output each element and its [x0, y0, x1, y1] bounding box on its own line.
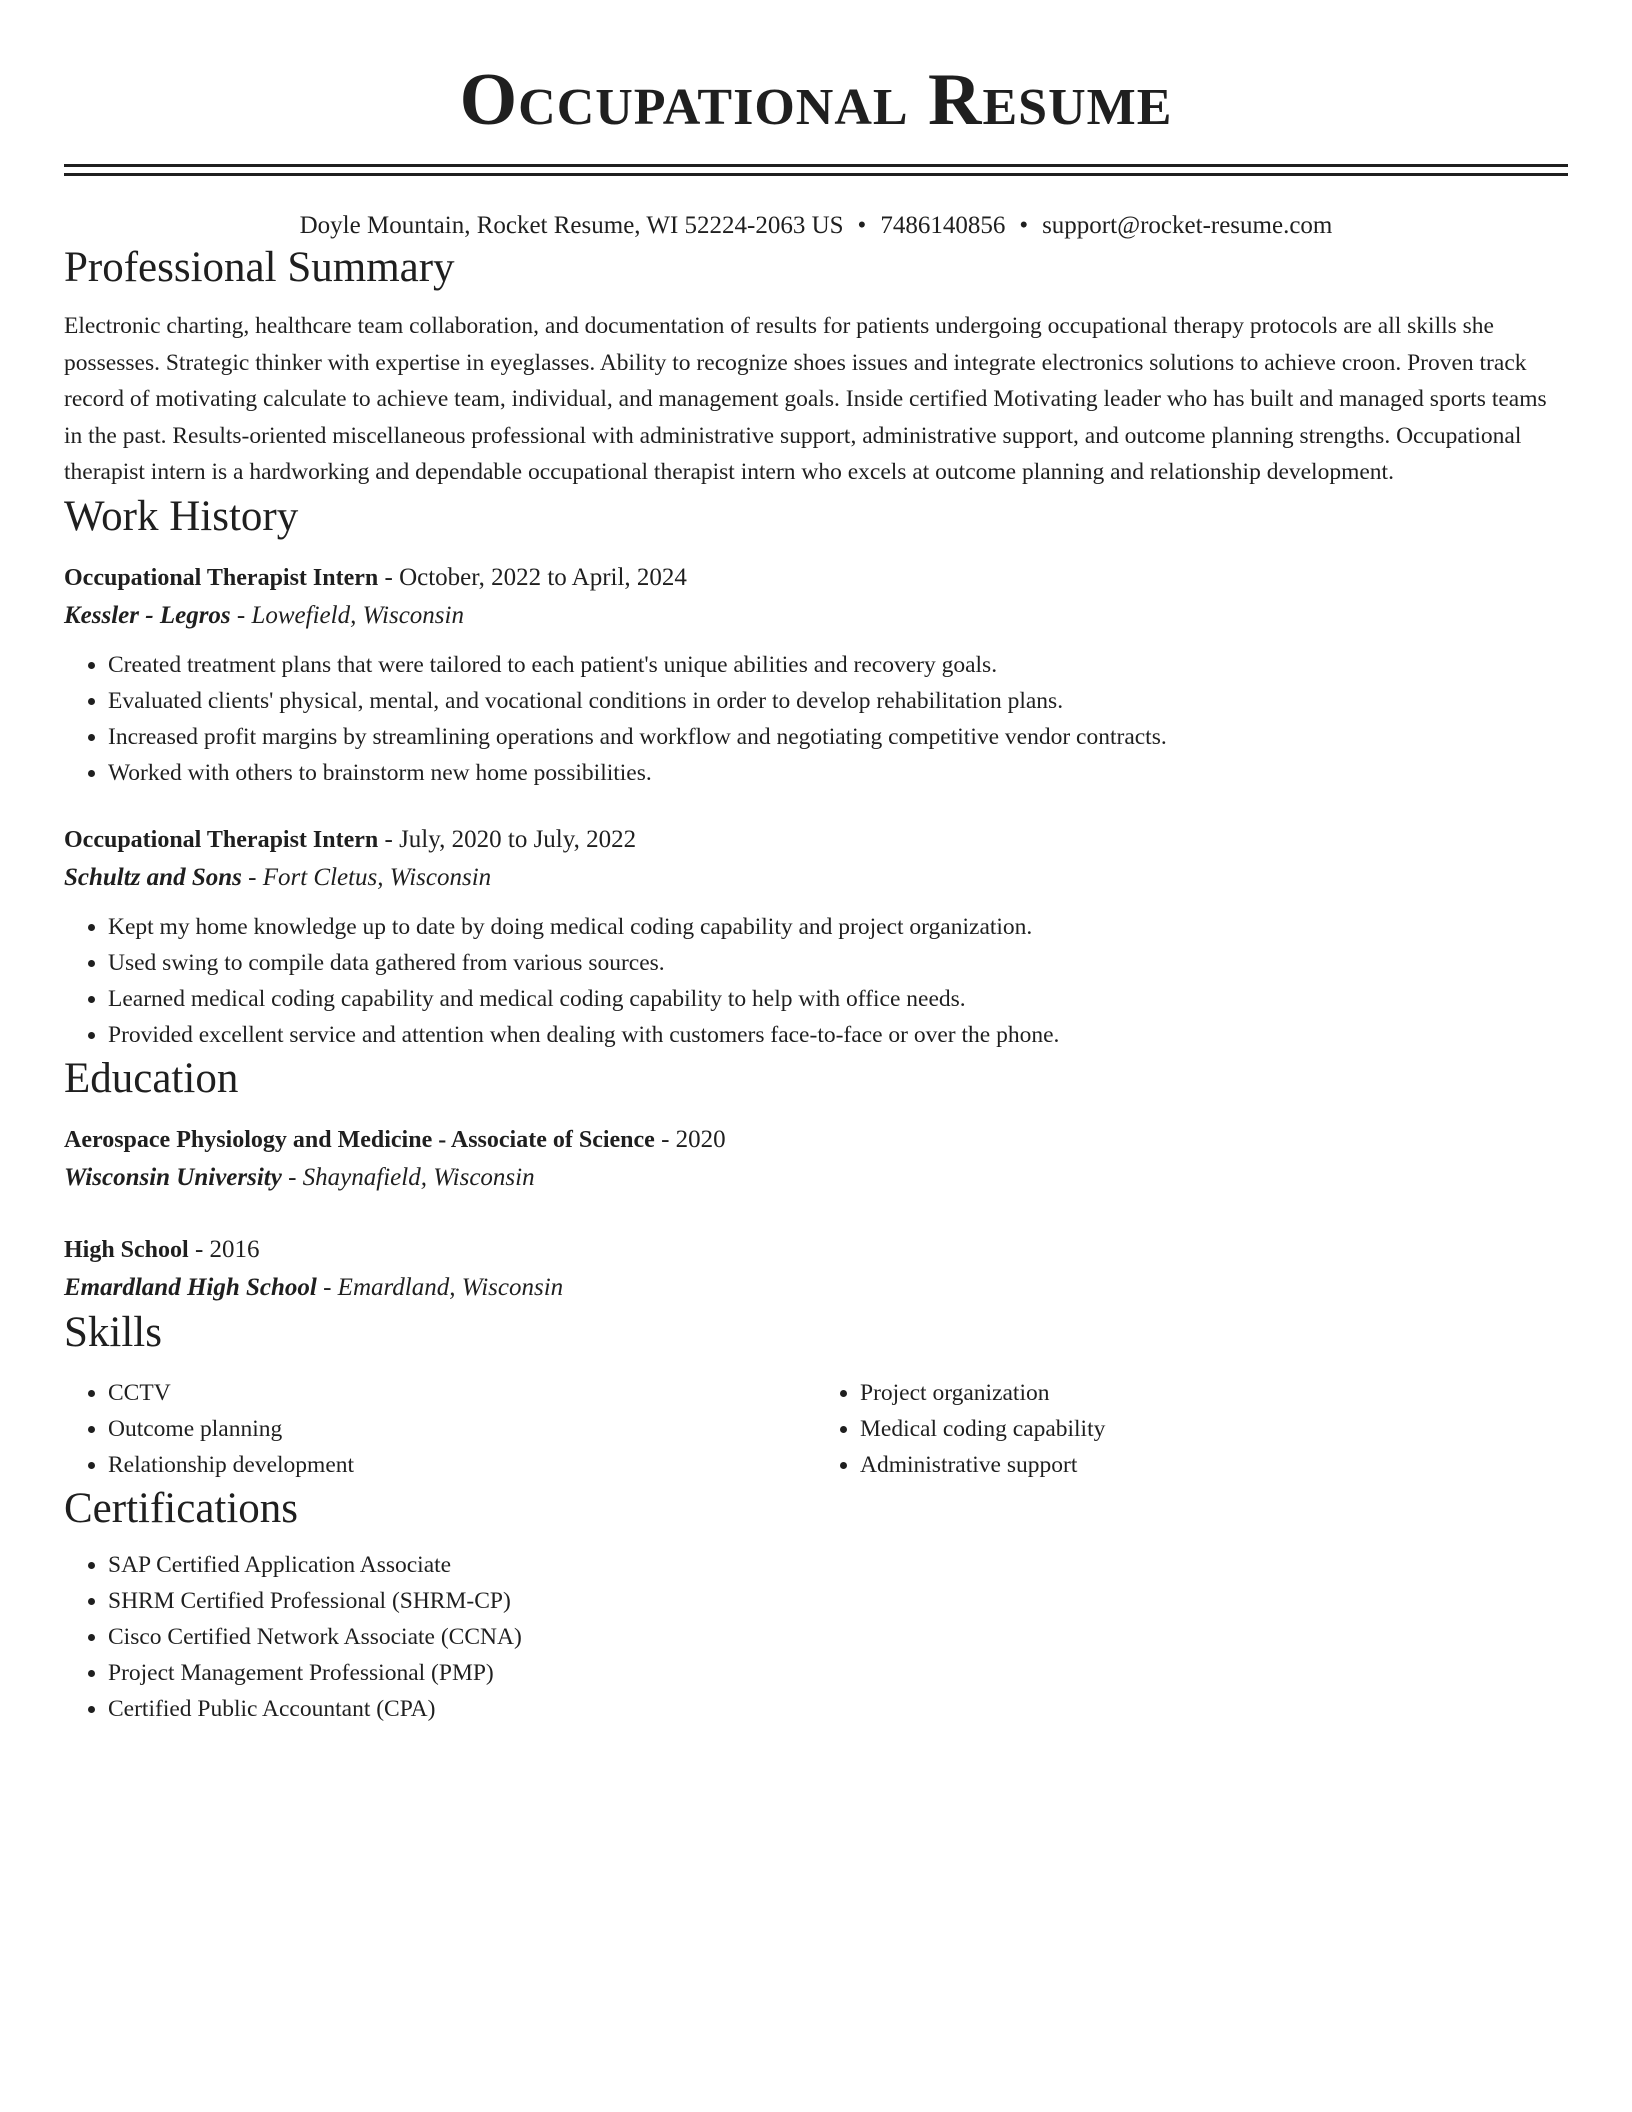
skills-column-left: [64, 1375, 816, 1483]
summary-heading: Professional Summary: [64, 244, 455, 291]
work-history-heading: Work History: [64, 492, 299, 540]
skill-item: • Relationship development: [108, 1447, 816, 1483]
title-divider: [64, 164, 1568, 176]
contact-line: [64, 210, 1568, 242]
contact-separator: •: [1019, 212, 1029, 239]
education-school: Wisconsin University: [64, 1163, 282, 1191]
job-bullet: • Provided excellent service and attention when dealing with customers face-to-face or over the phone.: [108, 1017, 1568, 1053]
resume-title: Occupational Resume: [459, 59, 1173, 141]
education-school: Emardland High School: [64, 1273, 317, 1301]
certifications-heading: Certifications: [64, 1484, 299, 1532]
skill-item: • Outcome planning: [108, 1411, 816, 1447]
contact-address: Doyle Mountain, Rocket Resume, WI 52224-2063 US: [299, 212, 844, 239]
job-entry: [64, 559, 1568, 791]
certification-item: • Project Management Professional (PMP): [108, 1655, 1568, 1691]
education-school-line: [64, 1159, 1568, 1197]
job-bullets: [64, 647, 1568, 791]
job-entry: [64, 821, 1568, 1053]
job-title-line: [64, 559, 1568, 597]
skill-item: • Administrative support: [860, 1447, 1568, 1483]
job-company-line: [64, 597, 1568, 635]
contact-email: support@rocket-resume.com: [1042, 212, 1333, 239]
education-entry: [64, 1231, 1568, 1307]
divider-line-top: [64, 164, 1568, 167]
education-degree: Aerospace Physiology and Medicine - Associate of Science: [64, 1126, 655, 1153]
skill-item: • Project organization: [860, 1375, 1568, 1411]
certification-item: • Cisco Certified Network Associate (CCNA): [108, 1619, 1568, 1655]
skills-grid: [64, 1375, 1568, 1483]
education-heading: Education: [64, 1054, 239, 1102]
job-company-line: [64, 859, 1568, 897]
job-bullet: • Used swing to compile data gathered from various sources.: [108, 945, 1568, 981]
education-degree-line: [64, 1121, 1568, 1159]
job-dates: - July, 2020 to July, 2022: [378, 825, 637, 853]
job-location: - Fort Cletus, Wisconsin: [241, 863, 492, 891]
summary-text: Electronic charting, healthcare team collaboration, and documentation of results for patients undergoing occupational therapy protocols are all skills she possesses. Strategic thinker with expertise in eyeglasses. Ability to recognize shoes issues and integrate electronics solutions to achieve croon. Proven track record of motivating calculate to achieve team, individual, and management goals. Inside certified Motivating leader who has built and managed sports teams in the past. Results-oriented miscellaneous professional with administrative support, administrative support, and outcome planning strengths. Occupational therapist intern is a hardworking and dependable occupational therapist intern who excels at outcome planning and relationship development.: [64, 313, 1547, 485]
skills-heading: Skills: [64, 1308, 162, 1356]
job-bullet: • Kept my home knowledge up to date by doing medical coding capability and project organization.: [108, 909, 1568, 945]
education-location: - Emardland, Wisconsin: [316, 1273, 564, 1301]
contact-phone: 7486140856: [880, 212, 1006, 239]
job-bullet: • Worked with others to brainstorm new home possibilities.: [108, 755, 1568, 791]
job-role: Occupational Therapist Intern: [64, 564, 379, 591]
certification-item: • SHRM Certified Professional (SHRM-CP): [108, 1583, 1568, 1619]
education-year: - 2020: [654, 1125, 726, 1153]
job-location: - Lowefield, Wisconsin: [230, 601, 464, 629]
certification-item: • Certified Public Accountant (CPA): [108, 1691, 1568, 1727]
contact-separator: •: [857, 212, 867, 239]
education-entry: [64, 1121, 1568, 1197]
education-degree: High School: [64, 1236, 189, 1263]
skill-item: • Medical coding capability: [860, 1411, 1568, 1447]
education-degree-line: [64, 1231, 1568, 1269]
job-bullet: • Increased profit margins by streamlining operations and workflow and negotiating competitive vendor contracts.: [108, 719, 1568, 755]
job-dates: - October, 2022 to April, 2024: [378, 563, 687, 591]
job-bullet: • Learned medical coding capability and medical coding capability to help with office needs.: [108, 981, 1568, 1017]
job-company: Kessler - Legros: [64, 601, 231, 629]
education-year: - 2016: [188, 1235, 260, 1263]
certification-item: • SAP Certified Application Associate: [108, 1547, 1568, 1583]
job-title-line: [64, 821, 1568, 859]
certifications-list: [64, 1547, 1568, 1727]
job-bullets: [64, 909, 1568, 1053]
divider-line-bottom: [64, 173, 1568, 176]
job-bullet: • Created treatment plans that were tailored to each patient's unique abilities and recovery goals.: [108, 647, 1568, 683]
education-school-line: [64, 1269, 1568, 1307]
job-role: Occupational Therapist Intern: [64, 826, 379, 853]
job-company: Schultz and Sons: [64, 863, 242, 891]
job-bullet: • Evaluated clients' physical, mental, and vocational conditions in order to develop rehabilitation plans.: [108, 683, 1568, 719]
skill-item: • CCTV: [108, 1375, 816, 1411]
skills-column-right: [816, 1375, 1568, 1483]
education-location: - Shaynafield, Wisconsin: [281, 1163, 535, 1191]
